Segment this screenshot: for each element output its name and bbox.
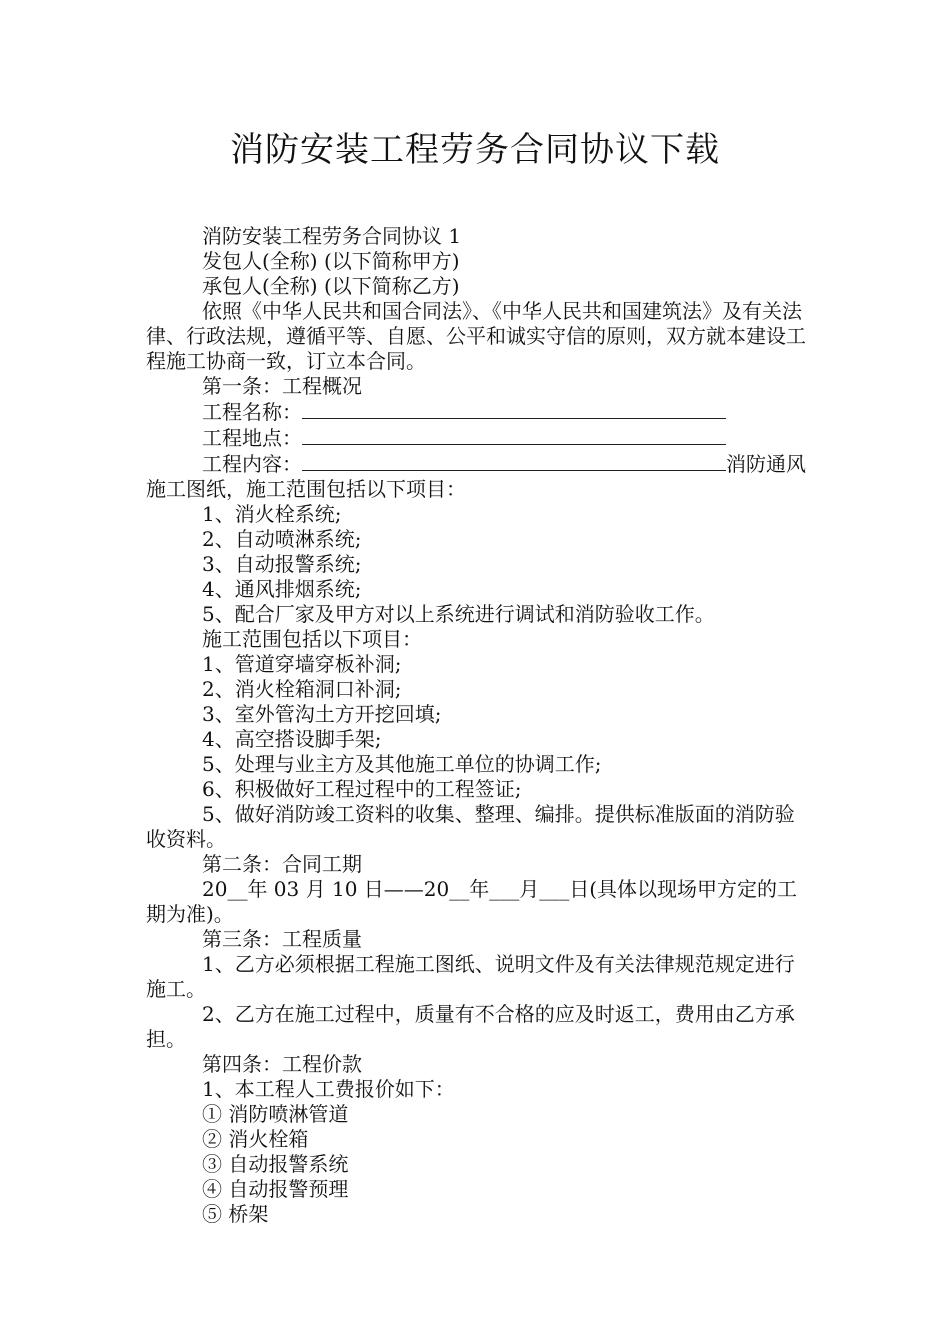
paragraph: 发包人(全称) (以下简称甲方)	[202, 249, 460, 273]
document-body	[146, 224, 810, 1227]
list-item: 5、配合厂家及甲方对以上系统进行调试和消防验收工作。	[202, 602, 715, 626]
field-label: 工程内容：	[202, 452, 302, 476]
document-title: 消防安装工程劳务合同协议下载	[230, 130, 720, 170]
section-heading: 第二条：合同工期	[202, 852, 362, 876]
list-item: 5、做好消防竣工资料的收集、整理、编排。提供标准版面的消防验收资料。	[146, 802, 795, 851]
paragraph: 20__年 03 月 10 日——20__年___月___日(具体以现场甲方定的工期为准)。	[146, 877, 798, 926]
list-item: ③ 自动报警系统	[202, 1152, 349, 1176]
list-item: 3、自动报警系统;	[202, 552, 362, 576]
paragraph: 施工范围包括以下项目：	[202, 627, 422, 651]
paragraph: 依照《中华人民共和国合同法》、《中华人民共和国建筑法》及有关法律、行政法规，遵循平等、自愿、公平和诚实守信的原则，双方就本建设工程施工协商一致，订立本合同。	[146, 299, 806, 373]
list-item: ① 消防喷淋管道	[202, 1102, 349, 1126]
field-label: 工程名称：	[202, 400, 302, 424]
paragraph: 2、乙方在施工过程中，质量有不合格的应及时返工，费用由乙方承担。	[146, 1002, 795, 1051]
paragraph: 1、本工程人工费报价如下：	[202, 1077, 455, 1101]
section-heading: 第四条：工程价款	[202, 1052, 362, 1076]
field-label: 工程地点：	[202, 426, 302, 450]
blank-field	[302, 451, 726, 471]
project-name-line	[146, 399, 810, 425]
list-item: 1、管道穿墙穿板补洞;	[202, 652, 402, 676]
field-text: 消防通风施工图纸，施工范围包括以下项目：	[146, 452, 806, 501]
section-heading: 第三条：工程质量	[202, 927, 362, 951]
list-item: ④ 自动报警预理	[202, 1177, 349, 1201]
list-item: 4、通风排烟系统;	[202, 577, 362, 601]
paragraph: 消防安装工程劳务合同协议 1	[202, 224, 462, 248]
list-item: 5、处理与业主方及其他施工单位的协调工作;	[202, 752, 602, 776]
paragraph: 1、乙方必须根据工程施工图纸、说明文件及有关法律规范规定进行施工。	[146, 952, 795, 1001]
list-item: 4、高空搭设脚手架;	[202, 727, 382, 751]
section-heading: 第一条：工程概况	[202, 374, 362, 398]
blank-field	[302, 425, 726, 445]
project-location-line	[146, 425, 810, 451]
list-item: 2、自动喷淋系统;	[202, 527, 362, 551]
list-item: 6、积极做好工程过程中的工程签证;	[202, 777, 522, 801]
list-item: 1、消火栓系统;	[202, 502, 342, 526]
list-item: 3、室外管沟土方开挖回填;	[202, 702, 442, 726]
list-item: 2、消火栓箱洞口补洞;	[202, 677, 402, 701]
blank-field	[302, 399, 726, 419]
project-content-line	[146, 451, 810, 502]
list-item: ⑤ 桥架	[202, 1202, 269, 1226]
list-item: ② 消火栓箱	[202, 1127, 309, 1151]
paragraph: 承包人(全称) (以下简称乙方)	[202, 274, 460, 298]
